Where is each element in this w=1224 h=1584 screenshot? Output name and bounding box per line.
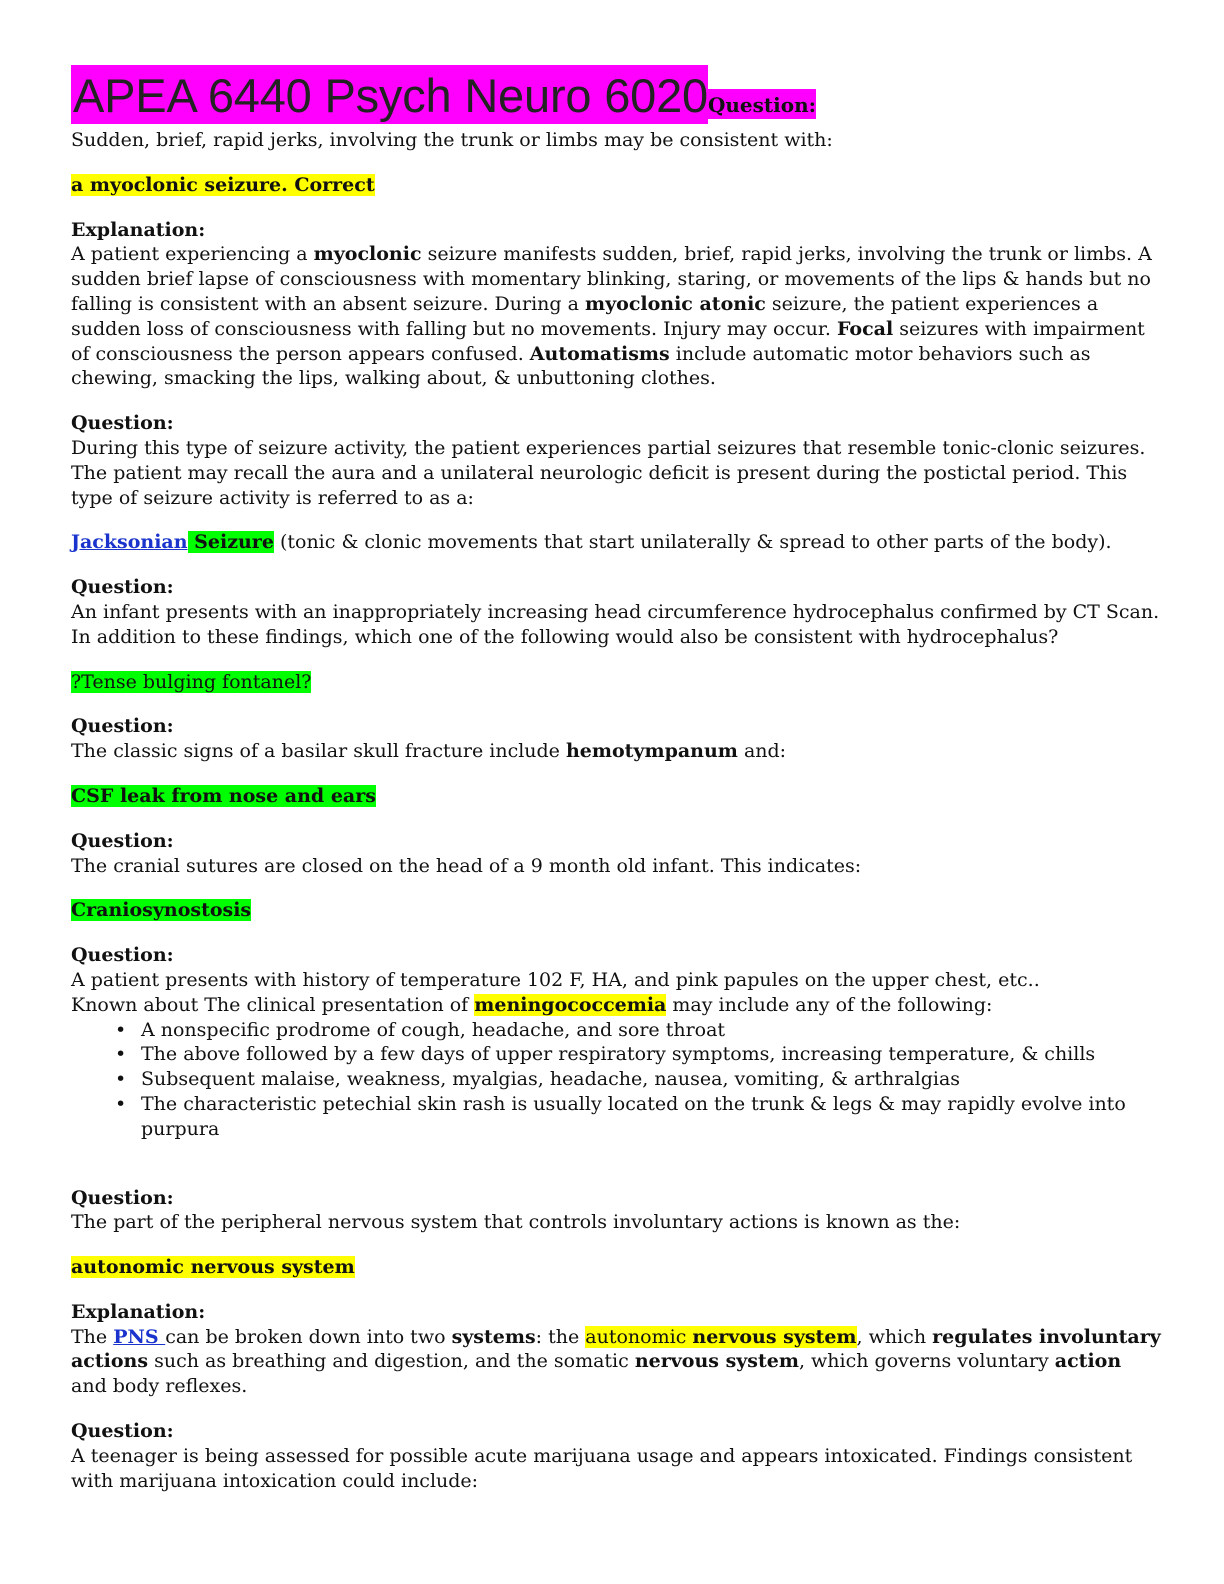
exp-bold: action — [1054, 1350, 1122, 1373]
q5-answer-text: Craniosynostosis — [71, 899, 252, 922]
q7-label — [71, 1186, 1161, 1211]
question-heading: Question: — [71, 715, 174, 738]
q1-prompt: Sudden, brief, rapid jerks, involving the trunk or limbs may be consistent with: — [71, 129, 833, 151]
exp-bold: nervous system — [634, 1350, 799, 1373]
q6-label — [71, 943, 1161, 968]
title-question-label: Question: — [708, 89, 816, 119]
q1-answer-text: a myoclonic seizure. Correct — [71, 173, 375, 196]
q1-answer — [71, 173, 1161, 198]
exp-highlight: autonomic — [585, 1325, 693, 1348]
question-heading: Question: — [71, 1186, 174, 1209]
explanation-heading: Explanation: — [71, 218, 206, 241]
q7-answer — [71, 1255, 1161, 1280]
prompt-bold: hemotympanum — [565, 740, 738, 763]
exp-text: , which governs voluntary — [798, 1350, 1055, 1373]
q6-prompt-1: A patient presents with history of temperature 102 F, HA, and pink papules on the upper chest, etc.. — [71, 968, 1040, 991]
q4-answer — [71, 784, 1161, 809]
exp-bold-highlight: nervous system — [692, 1325, 857, 1348]
question-heading: Question: — [71, 944, 174, 967]
q7-answer-text: autonomic nervous system — [71, 1256, 355, 1279]
q6-bullet-list — [71, 1018, 1161, 1142]
question-heading: Question: — [71, 576, 174, 599]
q3-label — [71, 575, 1161, 600]
q7-explanation — [71, 1325, 1161, 1399]
exp-text: The — [71, 1325, 114, 1348]
q5-answer — [71, 898, 1161, 923]
q4-prompt — [71, 739, 1161, 764]
prompt-text: and: — [737, 740, 787, 763]
q1-explanation — [71, 242, 1161, 391]
document-title — [71, 66, 1161, 128]
q5-label — [71, 829, 1161, 854]
exp-text: can be broken down into two — [165, 1325, 452, 1348]
meningococcemia-highlight: meningococcemia — [474, 993, 667, 1016]
q3-answer — [71, 670, 1161, 695]
list-item: • The above followed by a few days of upper respiratory symptoms, increasing temperature, & chills — [141, 1042, 1161, 1067]
exp-text: , which — [856, 1325, 933, 1348]
prompt-text: Known about The clinical presentation of — [71, 993, 475, 1016]
q6-prompt-2 — [71, 993, 1161, 1018]
q5-prompt: The cranial sutures are closed on the head of a 9 month old infant. This indicates: — [71, 854, 862, 877]
q7-explanation-label — [71, 1300, 1161, 1325]
q4-answer-text: CSF leak from nose and ears — [71, 784, 376, 807]
exp-text: : the — [535, 1325, 586, 1348]
exp-bold: systems — [451, 1325, 536, 1348]
q7-prompt: The part of the peripheral nervous system that controls involuntary actions is known as the: — [71, 1211, 961, 1234]
jacksonian-link[interactable]: Jacksonian — [71, 531, 188, 554]
exp-text: include automatic motor behaviors such as chewing, smacking the lips, walking about, & unbuttoning clothes. — [71, 342, 1091, 390]
list-item: • Subsequent malaise, weakness, myalgias, headache, nausea, vomiting, & arthralgias — [141, 1067, 1161, 1092]
q2-answer — [71, 530, 1161, 555]
exp-text: seizure manifests sudden, brief, rapid jerks, involving the trunk or limbs. A sudden brief lapse of consciousness with momentary blinking, staring, or movements of the lips & hands but no falling is consistent with an absent seizure. During a — [71, 243, 1152, 315]
title-text: APEA 6440 Psych Neuro 6020 — [71, 65, 708, 124]
prompt-text: may include any of the following: — [666, 993, 993, 1016]
list-item: • The characteristic petechial skin rash is usually located on the trunk & legs & may rapidly evolve into purpura — [141, 1092, 1161, 1142]
q8-prompt: A teenager is being assessed for possible acute marijuana usage and appears intoxicated. Findings consistent with marijuana intoxication could include: — [71, 1444, 1133, 1492]
q1-explanation-label — [71, 218, 1161, 243]
question-heading: Question: — [71, 829, 174, 852]
prompt-text: The classic signs of a basilar skull fracture include — [71, 740, 566, 763]
exp-bold: myoclonic atonic — [585, 292, 766, 315]
explanation-heading: Explanation: — [71, 1300, 206, 1323]
q2-answer-word: Seizure — [187, 531, 274, 554]
q8-label — [71, 1419, 1161, 1444]
exp-text: and body reflexes. — [71, 1375, 248, 1398]
question-heading: Question: — [71, 412, 174, 435]
exp-text: seizures with impairment of consciousness the person appears confused. — [71, 317, 1145, 365]
exp-text: seizure, the patient experiences a sudden loss of consciousness with falling but no movements. Injury may occur. — [71, 292, 1099, 340]
q3-answer-text: ?Tense bulging fontanel? — [71, 670, 312, 693]
q2-prompt: During this type of seizure activity, the patient experiences partial seizures that resemble tonic-clonic seizures. The patient may recall the aura and a unilateral neurologic deficit is present during the postictal period. This type of seizure activity is referred to as a: — [71, 436, 1146, 509]
document-page — [71, 66, 1161, 1493]
exp-bold: myoclonic — [313, 243, 422, 266]
q3-prompt: An infant presents with an inappropriately increasing head circumference hydrocephalus confirmed by CT Scan. In addition to these findings, which one of the following would also be consistent with hydrocephalus? — [71, 600, 1160, 648]
list-item: • A nonspecific prodrome of cough, headache, and sore throat — [141, 1018, 1161, 1043]
exp-bold: regulates involuntary actions — [71, 1325, 1161, 1373]
q2-label — [71, 411, 1161, 436]
exp-bold: Focal — [836, 317, 894, 340]
exp-text: such as breathing and digestion, and the somatic — [148, 1350, 635, 1373]
pns-link[interactable]: PNS — [113, 1325, 166, 1348]
exp-text: A patient experiencing a — [71, 243, 314, 266]
question-heading: Question: — [71, 1420, 174, 1443]
q4-label — [71, 714, 1161, 739]
exp-bold: Automatisms — [529, 342, 670, 365]
q2-answer-rest: (tonic & clonic movements that start unilaterally & spread to other parts of the body). — [273, 531, 1112, 554]
